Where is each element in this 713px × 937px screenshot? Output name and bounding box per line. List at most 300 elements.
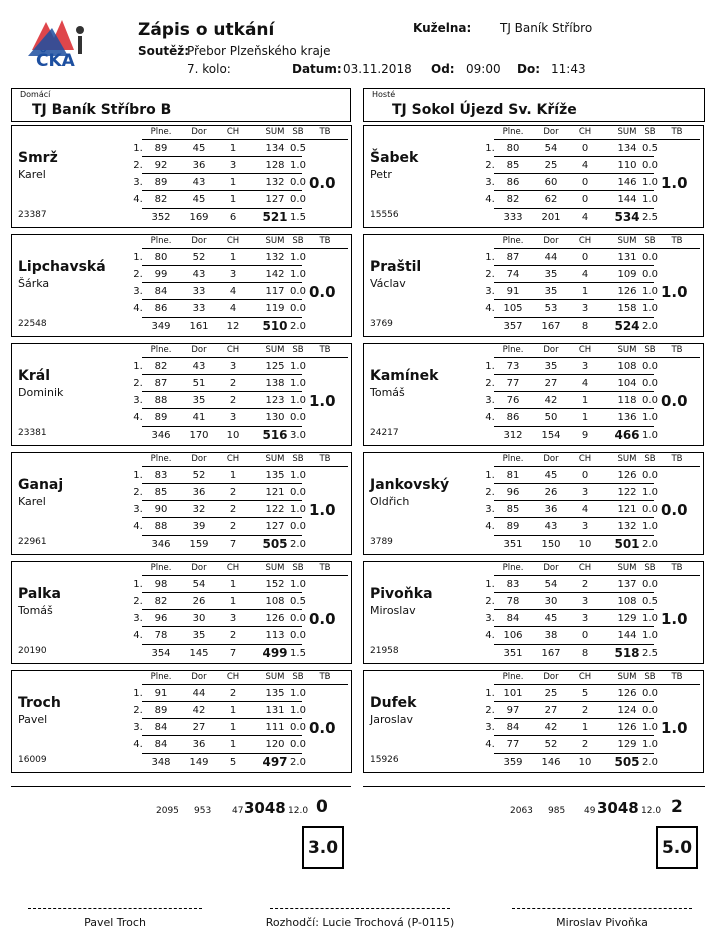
- column-header: Dor: [543, 672, 559, 682]
- column-header: SUM: [617, 127, 637, 137]
- total-cell: 351: [503, 648, 523, 659]
- home-sum-sb: 12.0: [288, 806, 309, 816]
- total-cell: 348: [151, 757, 171, 768]
- home-result-box: 3.0: [302, 826, 344, 869]
- cell: 125: [265, 361, 285, 372]
- cell: 0.0: [290, 739, 306, 750]
- player-id: 16009: [18, 755, 47, 765]
- column-header: Dor: [543, 345, 559, 355]
- cell: 0.5: [290, 143, 306, 154]
- column-header: SB: [292, 236, 304, 246]
- cell: 0.0: [642, 470, 658, 481]
- cell: 2: [581, 579, 589, 590]
- player-tb: 0.0: [309, 283, 336, 301]
- player-tb: 1.0: [661, 174, 688, 192]
- column-header: Plne.: [502, 345, 524, 355]
- row-rule: [142, 156, 302, 157]
- row-number: 4.: [133, 521, 143, 532]
- cell: 52: [192, 470, 206, 481]
- cell: 36: [192, 739, 206, 750]
- cell: 89: [154, 143, 168, 154]
- cka-logo: [22, 16, 98, 72]
- row-number: 2.: [133, 378, 143, 389]
- cell: 74: [506, 269, 520, 280]
- total-sum: 510: [262, 319, 288, 333]
- cell: 45: [544, 613, 558, 624]
- total-cell: 1.0: [642, 430, 658, 441]
- cell: 85: [506, 504, 520, 515]
- cell: 26: [192, 596, 206, 607]
- away-sum-dor: 985: [548, 806, 566, 816]
- cell: 99: [154, 269, 168, 280]
- cell: 137: [617, 579, 637, 590]
- total-cell: 169: [189, 212, 209, 223]
- cell: 119: [265, 303, 285, 314]
- home-signature-line: [28, 908, 202, 909]
- date-label: Datum:: [292, 62, 342, 76]
- cell: 1: [581, 286, 589, 297]
- column-header: SUM: [617, 454, 637, 464]
- row-rule: [142, 718, 302, 719]
- away-team-name: TJ Sokol Újezd Sv. Kříže: [392, 102, 577, 118]
- cell: 1: [229, 739, 237, 750]
- row-number: 4.: [133, 194, 143, 205]
- cell: 83: [506, 579, 520, 590]
- column-header: CH: [226, 563, 240, 573]
- cell: 0.0: [290, 630, 306, 641]
- cell: 1: [229, 470, 237, 481]
- total-cell: 145: [189, 648, 209, 659]
- cell: 144: [617, 630, 637, 641]
- cell: 108: [265, 596, 285, 607]
- row-rule: [142, 248, 348, 249]
- column-header: Plne.: [502, 127, 524, 137]
- cell: 32: [192, 504, 206, 515]
- cell: 84: [154, 286, 168, 297]
- player-first-name: Pavel: [18, 713, 48, 726]
- cell: 0.5: [290, 596, 306, 607]
- player-id: 23381: [18, 428, 47, 438]
- player-last-name: Troch: [18, 695, 61, 711]
- cell: 117: [265, 286, 285, 297]
- home-sum-total: 3048: [244, 799, 286, 817]
- cell: 36: [192, 487, 206, 498]
- row-number: 4.: [485, 194, 495, 205]
- player-first-name: Oldřich: [370, 495, 410, 508]
- column-header: Dor: [543, 454, 559, 464]
- cell: 53: [544, 303, 558, 314]
- column-header: CH: [578, 345, 592, 355]
- column-header: SUM: [617, 236, 637, 246]
- row-number: 3.: [133, 504, 143, 515]
- cell: 43: [192, 177, 206, 188]
- cell: 101: [503, 688, 523, 699]
- column-header: SB: [292, 672, 304, 682]
- row-rule: [494, 190, 654, 191]
- row-rule: [142, 317, 302, 318]
- away-signature-line: [512, 908, 692, 909]
- cell: 126: [617, 286, 637, 297]
- cell: 4: [581, 269, 589, 280]
- total-cell: 1.5: [290, 648, 306, 659]
- column-header: TB: [671, 345, 683, 355]
- player-last-name: Dufek: [370, 695, 417, 711]
- row-number: 3.: [133, 286, 143, 297]
- player-tb: 0.0: [661, 501, 688, 519]
- cell: 1.0: [642, 521, 658, 532]
- cell: 1.0: [290, 470, 306, 481]
- cell: 105: [503, 303, 523, 314]
- cell: 1.0: [642, 286, 658, 297]
- row-rule: [142, 466, 348, 467]
- player-first-name: Miroslav: [370, 604, 416, 617]
- cell: 0: [581, 470, 589, 481]
- player-last-name: Lipchavská: [18, 259, 106, 275]
- cell: 0: [581, 252, 589, 263]
- cell: 109: [617, 269, 637, 280]
- home-sum-ch: 47: [232, 806, 244, 816]
- row-rule: [494, 517, 654, 518]
- row-rule: [494, 575, 700, 576]
- cell: 132: [265, 177, 285, 188]
- row-rule: [494, 626, 654, 627]
- total-cell: 1.5: [290, 212, 306, 223]
- cell: 1.0: [290, 688, 306, 699]
- cell: 121: [617, 504, 637, 515]
- player-first-name: Petr: [370, 168, 392, 181]
- row-rule: [494, 317, 654, 318]
- cell: 122: [265, 504, 285, 515]
- cell: 152: [265, 579, 285, 590]
- row-number: 3.: [485, 395, 495, 406]
- row-number: 4.: [485, 739, 495, 750]
- cell: 80: [154, 252, 168, 263]
- row-number: 3.: [485, 286, 495, 297]
- total-cell: 2.0: [290, 757, 306, 768]
- cell: 120: [265, 739, 285, 750]
- total-cell: 2.0: [642, 757, 658, 768]
- cell: 4: [581, 160, 589, 171]
- player-id: 15556: [370, 210, 399, 220]
- cell: 42: [544, 722, 558, 733]
- column-header: Plne.: [502, 672, 524, 682]
- cell: 138: [265, 378, 285, 389]
- cell: 1.0: [642, 412, 658, 423]
- cell: 131: [617, 252, 637, 263]
- total-cell: 2.0: [642, 321, 658, 332]
- row-number: 4.: [133, 412, 143, 423]
- cell: 108: [617, 361, 637, 372]
- cell: 44: [544, 252, 558, 263]
- row-rule: [494, 156, 654, 157]
- total-cell: 167: [541, 648, 561, 659]
- row-rule: [494, 173, 654, 174]
- row-rule: [142, 282, 302, 283]
- player-id: 22961: [18, 537, 47, 547]
- cell: 43: [192, 269, 206, 280]
- cell: 0.0: [290, 177, 306, 188]
- cell: 1.0: [642, 613, 658, 624]
- cell: 1.0: [642, 739, 658, 750]
- column-header: SB: [644, 345, 656, 355]
- row-number: 1.: [133, 579, 143, 590]
- cell: 1.0: [642, 194, 658, 205]
- home-points: 0: [316, 797, 328, 817]
- column-header: SB: [292, 563, 304, 573]
- player-id: 24217: [370, 428, 399, 438]
- cell: 3: [581, 613, 589, 624]
- cell: 33: [192, 286, 206, 297]
- cell: 3: [229, 361, 237, 372]
- row-rule: [494, 684, 700, 685]
- cell: 87: [154, 378, 168, 389]
- cell: 129: [617, 739, 637, 750]
- row-rule: [142, 626, 302, 627]
- column-header: TB: [671, 236, 683, 246]
- player-tb: 1.0: [661, 283, 688, 301]
- cell: 97: [506, 705, 520, 716]
- total-cell: 9: [581, 430, 589, 441]
- cell: 84: [506, 613, 520, 624]
- player-last-name: Pivoňka: [370, 586, 433, 602]
- cell: 82: [154, 596, 168, 607]
- cell: 108: [617, 596, 637, 607]
- cell: 0.0: [290, 286, 306, 297]
- row-number: 2.: [133, 705, 143, 716]
- row-rule: [142, 684, 348, 685]
- row-number: 3.: [133, 177, 143, 188]
- cell: 52: [192, 252, 206, 263]
- cell: 122: [617, 487, 637, 498]
- row-rule: [142, 391, 302, 392]
- cell: 85: [506, 160, 520, 171]
- cell: 86: [154, 303, 168, 314]
- cell: 88: [154, 521, 168, 532]
- row-number: 1.: [133, 143, 143, 154]
- row-rule: [142, 701, 302, 702]
- cell: 1: [581, 412, 589, 423]
- cell: 35: [192, 395, 206, 406]
- cell: 89: [154, 705, 168, 716]
- row-rule: [142, 173, 302, 174]
- cell: 110: [617, 160, 637, 171]
- cell: 1.0: [290, 395, 306, 406]
- cell: 33: [192, 303, 206, 314]
- referee-signature-line: [270, 908, 450, 909]
- cell: 26: [544, 487, 558, 498]
- cell: 1.0: [642, 487, 658, 498]
- total-cell: 3.0: [290, 430, 306, 441]
- cell: 2: [581, 705, 589, 716]
- cell: 3: [229, 613, 237, 624]
- cell: 1.0: [290, 252, 306, 263]
- total-sum: 505: [262, 537, 288, 551]
- cell: 4: [229, 303, 237, 314]
- away-points: 2: [671, 797, 683, 817]
- row-rule: [494, 208, 654, 209]
- cell: 3: [581, 596, 589, 607]
- column-header: Plne.: [502, 563, 524, 573]
- row-rule: [142, 483, 302, 484]
- column-header: SB: [292, 454, 304, 464]
- row-rule: [142, 517, 302, 518]
- away-sum-sb: 12.0: [641, 806, 662, 816]
- total-cell: 161: [189, 321, 209, 332]
- cell: 78: [506, 596, 520, 607]
- player-last-name: Praštil: [370, 259, 422, 275]
- row-rule: [142, 139, 348, 140]
- total-cell: 6: [229, 212, 237, 223]
- player-last-name: Smrž: [18, 150, 58, 166]
- player-first-name: Dominik: [18, 386, 64, 399]
- column-header: Dor: [191, 672, 207, 682]
- cell: 144: [617, 194, 637, 205]
- cell: 91: [506, 286, 520, 297]
- cell: 0.0: [642, 395, 658, 406]
- cell: 84: [154, 739, 168, 750]
- cell: 130: [265, 412, 285, 423]
- column-header: CH: [226, 236, 240, 246]
- row-number: 4.: [485, 630, 495, 641]
- column-header: TB: [319, 236, 331, 246]
- total-cell: 312: [503, 430, 523, 441]
- cell: 3: [581, 361, 589, 372]
- column-header: TB: [319, 563, 331, 573]
- cell: 43: [192, 361, 206, 372]
- row-rule: [494, 139, 700, 140]
- cell: 0: [581, 630, 589, 641]
- cell: 25: [544, 688, 558, 699]
- cell: 1.0: [290, 504, 306, 515]
- column-header: Dor: [191, 236, 207, 246]
- row-number: 1.: [485, 470, 495, 481]
- row-number: 3.: [485, 613, 495, 624]
- column-header: SUM: [265, 563, 285, 573]
- total-sum: 499: [262, 646, 288, 660]
- cell: 96: [154, 613, 168, 624]
- cell: 1.0: [290, 160, 306, 171]
- player-tb: 1.0: [661, 719, 688, 737]
- cell: 90: [154, 504, 168, 515]
- cell: 0.0: [642, 252, 658, 263]
- row-number: 2.: [133, 269, 143, 280]
- cell: 0.0: [642, 269, 658, 280]
- player-last-name: Král: [18, 368, 50, 384]
- cell: 128: [265, 160, 285, 171]
- column-header: SUM: [265, 127, 285, 137]
- cell: 4: [581, 504, 589, 515]
- date-value: 03.11.2018: [343, 62, 412, 76]
- player-id: 3789: [370, 537, 393, 547]
- cell: 4: [229, 286, 237, 297]
- row-rule: [494, 408, 654, 409]
- cell: 126: [617, 722, 637, 733]
- row-rule: [142, 426, 302, 427]
- cell: 50: [544, 412, 558, 423]
- column-header: Plne.: [150, 454, 172, 464]
- player-first-name: Tomáš: [18, 604, 53, 617]
- row-number: 3.: [485, 177, 495, 188]
- cell: 1: [229, 177, 237, 188]
- cell: 3: [581, 487, 589, 498]
- row-number: 1.: [485, 361, 495, 372]
- column-header: CH: [578, 236, 592, 246]
- row-rule: [494, 282, 654, 283]
- row-number: 1.: [133, 361, 143, 372]
- cell: 83: [154, 470, 168, 481]
- cell: 82: [154, 194, 168, 205]
- cell: 77: [506, 378, 520, 389]
- cell: 86: [506, 177, 520, 188]
- round-label: 7. kolo:: [187, 62, 231, 76]
- away-sum-ch: 49: [584, 806, 596, 816]
- column-header: SB: [292, 127, 304, 137]
- total-sum: 505: [614, 755, 640, 769]
- cell: 30: [192, 613, 206, 624]
- row-number: 4.: [133, 630, 143, 641]
- row-number: 3.: [133, 613, 143, 624]
- player-last-name: Ganaj: [18, 477, 64, 493]
- total-cell: 167: [541, 321, 561, 332]
- player-tb: 1.0: [309, 501, 336, 519]
- player-tb: 0.0: [309, 174, 336, 192]
- cell: 0.0: [290, 722, 306, 733]
- row-number: 3.: [133, 395, 143, 406]
- column-header: TB: [671, 454, 683, 464]
- column-header: CH: [578, 127, 592, 137]
- column-header: TB: [319, 345, 331, 355]
- cell: 1.0: [290, 579, 306, 590]
- row-rule: [494, 426, 654, 427]
- column-header: Dor: [191, 454, 207, 464]
- cell: 45: [192, 143, 206, 154]
- total-cell: 154: [541, 430, 561, 441]
- total-cell: 2.0: [642, 539, 658, 550]
- row-number: 2.: [485, 596, 495, 607]
- cell: 0.5: [642, 143, 658, 154]
- column-header: TB: [319, 672, 331, 682]
- player-first-name: Tomáš: [370, 386, 405, 399]
- column-header: TB: [671, 563, 683, 573]
- cell: 0.0: [290, 487, 306, 498]
- column-header: Dor: [543, 563, 559, 573]
- cell: 2: [229, 630, 237, 641]
- row-number: 3.: [133, 722, 143, 733]
- column-header: SUM: [617, 672, 637, 682]
- row-rule: [494, 483, 654, 484]
- from-value: 09:00: [466, 62, 501, 76]
- cell: 0.5: [642, 596, 658, 607]
- cell: 77: [506, 739, 520, 750]
- cell: 1.0: [290, 269, 306, 280]
- total-sum: 534: [614, 210, 640, 224]
- total-cell: 333: [503, 212, 523, 223]
- cell: 36: [192, 160, 206, 171]
- cell: 1.0: [642, 303, 658, 314]
- cell: 1: [229, 722, 237, 733]
- cell: 78: [154, 630, 168, 641]
- cell: 136: [617, 412, 637, 423]
- cell: 1.0: [290, 705, 306, 716]
- cell: 1: [229, 252, 237, 263]
- row-number: 2.: [485, 160, 495, 171]
- cell: 0.0: [642, 160, 658, 171]
- player-last-name: Palka: [18, 586, 61, 602]
- cell: 3: [229, 269, 237, 280]
- row-rule: [142, 592, 302, 593]
- cell: 2: [229, 688, 237, 699]
- cell: 2: [581, 739, 589, 750]
